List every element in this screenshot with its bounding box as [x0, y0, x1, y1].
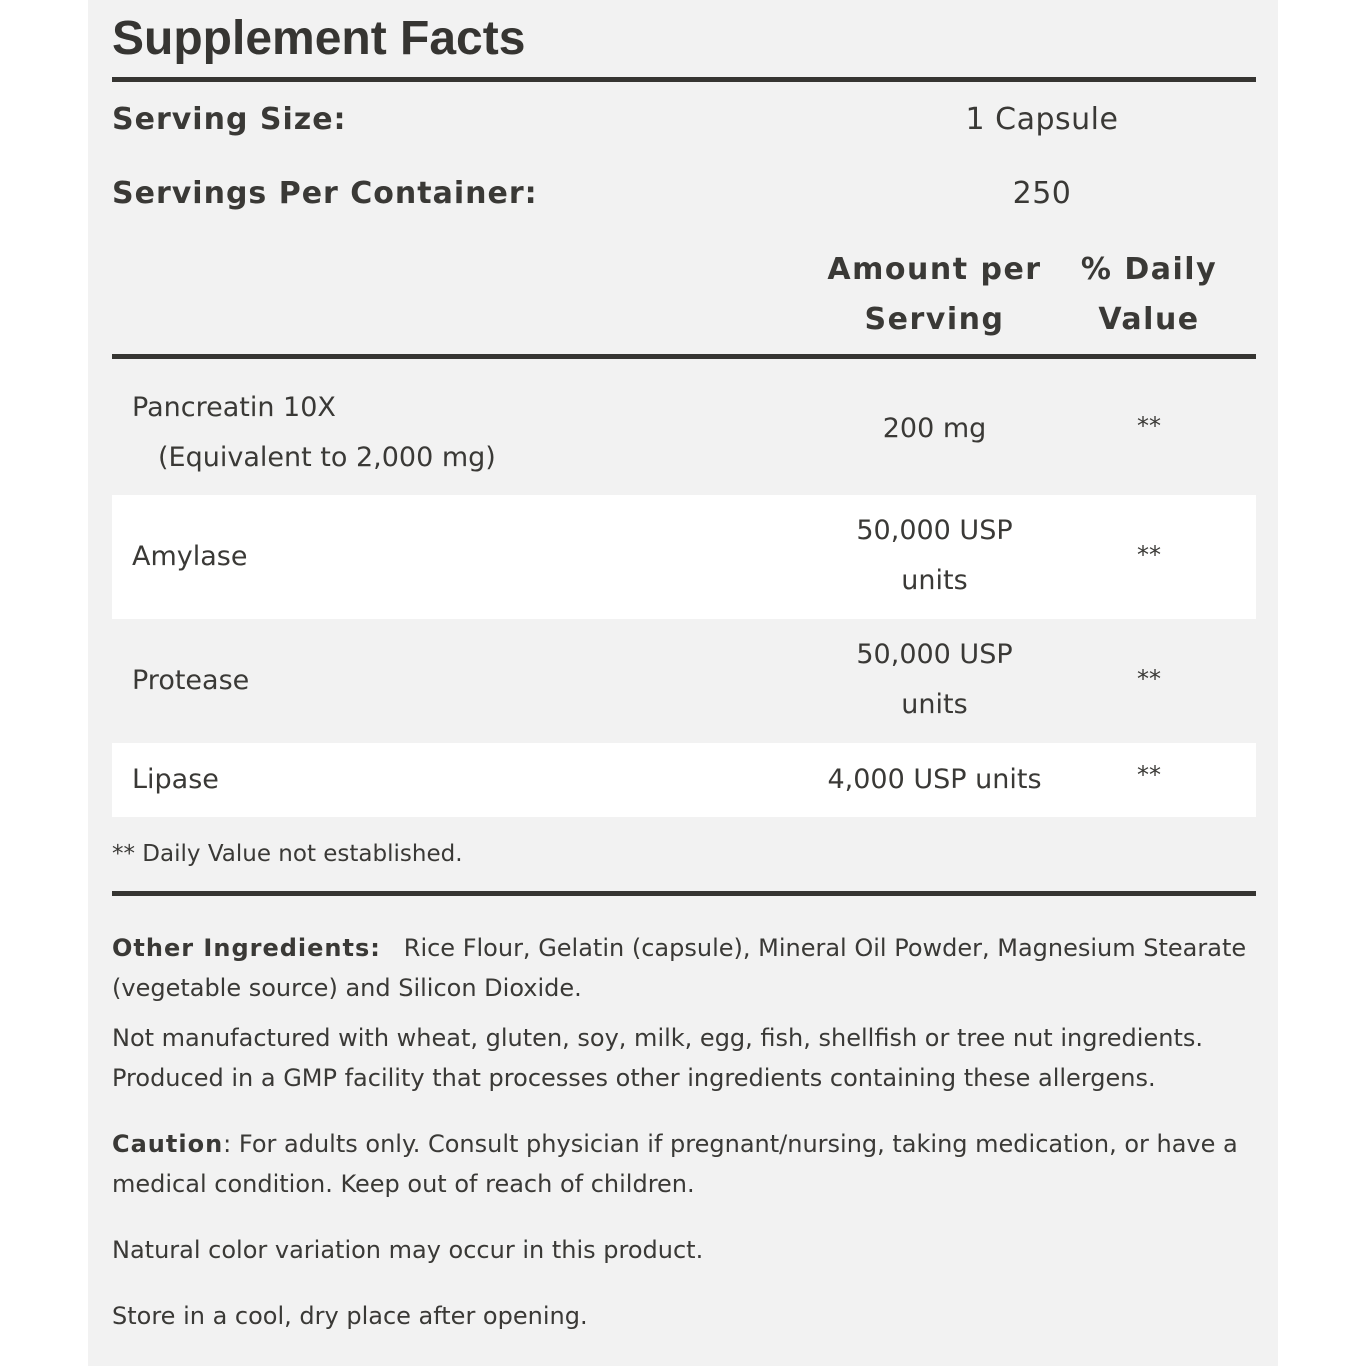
title-divider	[112, 77, 1256, 82]
nutrient-subname: (Equivalent to 2,000 mg)	[158, 442, 496, 473]
nutrient-daily-value: **	[1137, 761, 1161, 789]
allergen-line-2: Produced in a GMP facility that processes other ingredients containing these allergens.	[112, 1064, 1156, 1092]
amount-header-line1: Amount per	[827, 252, 1042, 287]
amount-per-serving-header	[822, 245, 1047, 345]
header-divider	[112, 354, 1256, 359]
nutrient-name: Amylase	[132, 541, 248, 572]
nutrient-amount: 4,000 USP units	[827, 764, 1042, 795]
nutrient-amount-line2: units	[901, 565, 968, 596]
nutrient-amount-line1: 50,000 USP	[856, 515, 1013, 546]
other-ingredients-label: Other Ingredients:	[112, 934, 381, 962]
nutrient-row-lipase	[112, 743, 1256, 817]
nutrient-name: Protease	[132, 665, 250, 696]
allergen-line-1: Not manufactured with wheat, gluten, soy, milk, egg, fish, shellfish or tree nut ingredients.	[112, 1024, 1203, 1052]
allergen-statement	[112, 1018, 1256, 1098]
nutrient-daily-value: **	[1137, 412, 1161, 440]
caution-text: : For adults only. Consult physician if pregnant/nursing, taking medication, or have a medical condition. Keep out of reach of children.	[112, 1130, 1238, 1198]
daily-value-footnote: ** Daily Value not established.	[112, 841, 463, 867]
supplement-facts-panel	[88, 0, 1278, 1366]
nutrient-row-pancreatin	[112, 360, 1256, 494]
nutrient-amount-line2: units	[901, 689, 968, 720]
page-title: Supplement Facts	[112, 12, 526, 65]
color-variation-note: Natural color variation may occur in this product.	[112, 1236, 704, 1264]
serving-size-value: 1 Capsule	[965, 102, 1119, 137]
servings-per-container-value: 250	[1012, 176, 1072, 211]
nutrient-row-protease	[112, 619, 1256, 742]
serving-size-label: Serving Size:	[112, 102, 347, 137]
nutrient-amount: 200 mg	[882, 413, 987, 444]
caution-label: Caution	[112, 1130, 224, 1158]
other-ingredients-text: Rice Flour, Gelatin (capsule), Mineral Oil Powder, Magnesium Stearate (vegetable source) and Silicon Dioxide.	[112, 934, 1247, 1002]
nutrient-row-amylase	[112, 495, 1256, 619]
servings-per-container-label: Servings Per Container:	[112, 176, 538, 211]
caution-statement	[112, 1124, 1256, 1204]
nutrient-name: Lipase	[132, 764, 219, 795]
dv-header-line1: % Daily	[1080, 252, 1218, 287]
other-ingredients	[112, 928, 1256, 1008]
dv-header-line2: Value	[1098, 302, 1200, 337]
storage-note: Store in a cool, dry place after opening.	[112, 1302, 588, 1330]
amount-header-line2: Serving	[864, 302, 1005, 337]
nutrient-daily-value: **	[1137, 541, 1161, 569]
daily-value-header	[1072, 245, 1226, 345]
footnote-divider	[112, 891, 1256, 896]
nutrient-daily-value: **	[1137, 665, 1161, 693]
nutrient-name: Pancreatin 10X	[132, 392, 336, 423]
nutrient-amount-line1: 50,000 USP	[856, 639, 1013, 670]
